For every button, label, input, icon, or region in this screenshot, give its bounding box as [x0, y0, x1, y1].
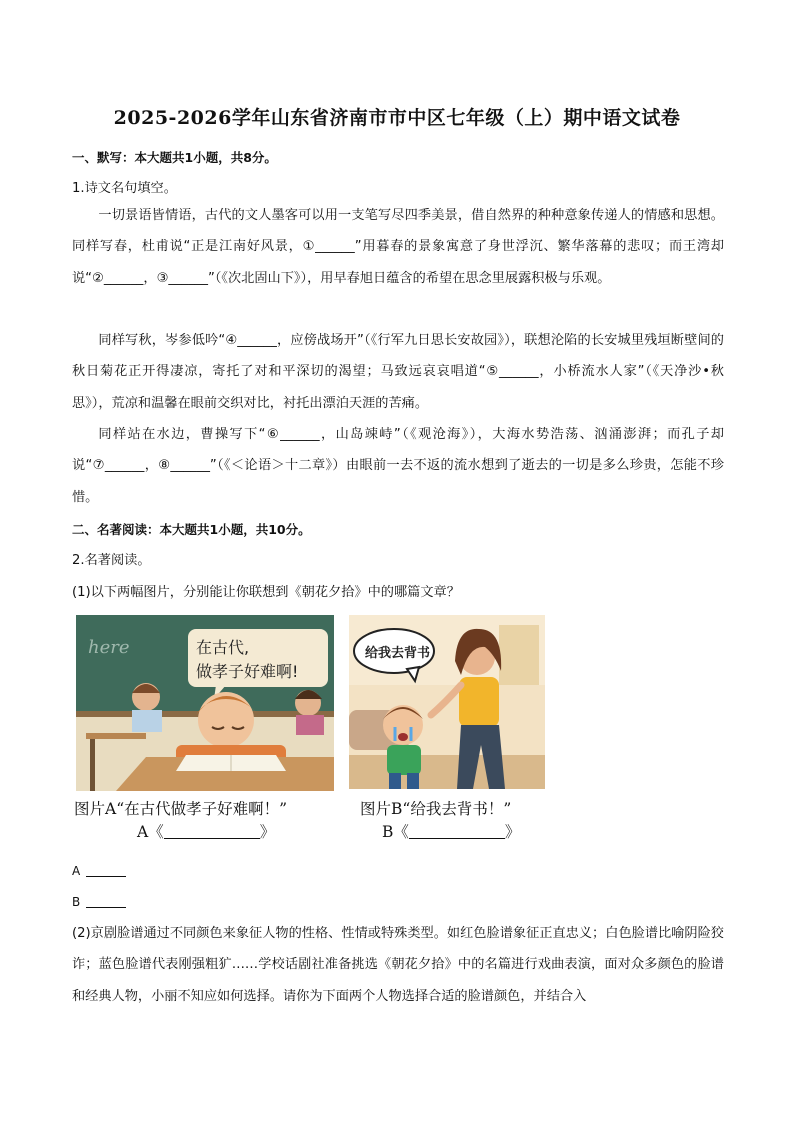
answer-a-blank[interactable] [86, 864, 126, 877]
chalkboard-text: here [88, 637, 130, 658]
question-1-paragraph-1: 一切景语皆情语，古代的文人墨客可以用一支笔写尽四季美景，借自然界的种种意象传递人的情感和思想。同样写春，杜甫说“正是江南好风景，①______”用暮春的景象寓意了身世浮沉、繁华落幕的悲叹；而王湾却说“②______，③______”（《次北固山下》），用早春旭日蕴含的希望在思念里展露积极与乐观。 [72, 208, 724, 286]
exam-title: 2025-2026学年山东省济南市市中区七年级（上）期中语文试卷 [113, 107, 681, 129]
bubble-a-line-2: 做孝子好难啊! [196, 662, 299, 681]
bubble-b-text: 给我去背书 [365, 646, 431, 661]
blank-a [137, 820, 275, 842]
question-1-paragraph-3: 同样站在水边，曹操写下“⑥______，山岛竦峙”（《观沧海》），大海水势浩荡、汹涌澎湃；而孔子却说“⑦______，⑧______”（《＜论语＞十二章》）由眼前一去不返的流水想到了逝去的一切是多么珍贵，怎能不珍惜。 [72, 427, 724, 505]
blank-b [382, 820, 520, 842]
classroom-illustration [76, 615, 334, 791]
section-1-header: 一、默写：本大题共1小题，共8分。 [72, 150, 277, 165]
question-2-sub-2: (2)京剧脸谱通过不同颜色来象征人物的性格、性情或特殊类型。如红色脸谱象征正直忠义；白色脸谱比喻阴险狡诈；蓝色脸谱代表刚强粗犷……学校话剧社准备挑选《朝花夕拾》中的名篇进行戏曲表演，面对众多颜色的脸谱和经典人物，小丽不知应如何选择。请你为下面两个人物选择合适的脸谱颜色，并结合入 [72, 926, 724, 1004]
bubble-a-line-1: 在古代, [196, 638, 250, 657]
blank-b-prefix: B《 [382, 823, 409, 841]
blank-a-underline[interactable] [164, 823, 260, 839]
blank-b-suffix: 》 [504, 823, 521, 841]
caption-b: 图片B“给我去背书！” [360, 800, 512, 818]
answer-b-line [72, 895, 126, 909]
blank-a-prefix: A《 [137, 823, 164, 841]
answer-b-blank[interactable] [86, 895, 126, 908]
blank-a-suffix: 》 [259, 823, 276, 841]
question-2-label: 2.名著阅读。 [72, 553, 151, 568]
question-1-paragraph-2: 同样写秋，岑参低吟“④______，应傍战场开”（《行军九日思长安故园》），联想沦陷的长安城里残垣断壁间的秋日菊花正开得凄凉，寄托了对和平深切的渴望；马致远哀哀唱道“⑤______，小桥流水人家”（《天净沙•秋思》），荒凉和温馨在眼前交织对比，衬托出漂泊天涯的苦痛。 [72, 333, 724, 411]
caption-a: 图片A“在古代做孝子好难啊！” [74, 800, 288, 818]
section-2-header: 二、名著阅读：本大题共1小题，共10分。 [72, 522, 311, 537]
answer-b-label: B [72, 895, 81, 909]
answer-a-line [72, 864, 126, 878]
question-1-label: 1.诗文名句填空。 [72, 181, 177, 196]
question-2-sub-1: (1)以下两幅图片，分别能让你联想到《朝花夕拾》中的哪篇文章？ [72, 585, 460, 600]
answer-a-label: A [72, 864, 81, 878]
mother-child-illustration [349, 615, 545, 789]
blank-b-underline[interactable] [409, 823, 505, 839]
